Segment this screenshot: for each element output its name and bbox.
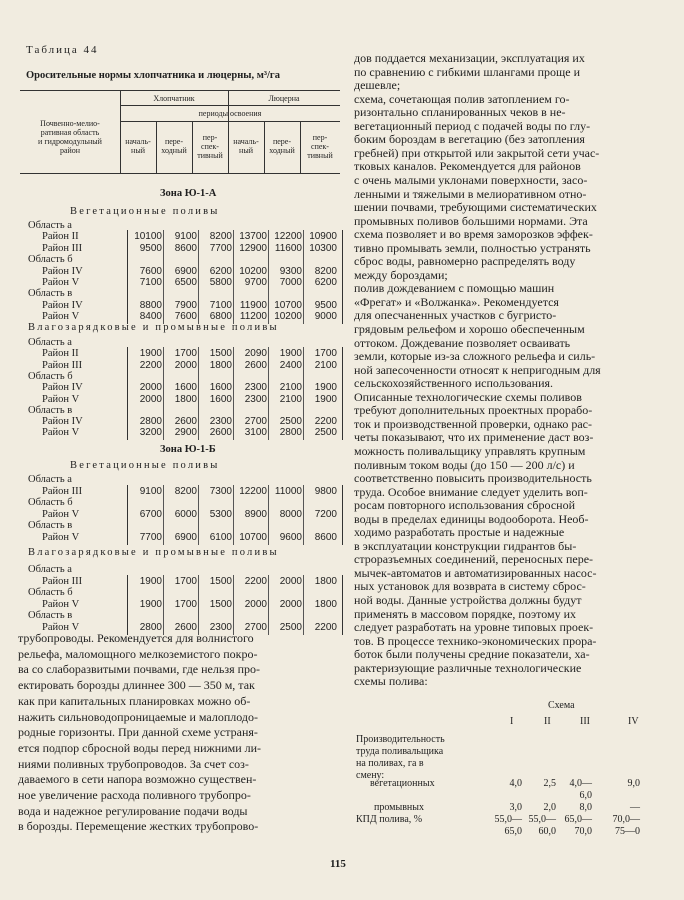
table-cell: 3100	[244, 427, 267, 439]
text-line: ленными и тяжелыми в мелиоративном отно-	[354, 186, 587, 201]
table-cell: 1500	[209, 348, 232, 360]
area-label: Область в	[28, 404, 73, 416]
zone-title: Зона Ю-1-А	[160, 188, 217, 199]
table-cell: 8200	[209, 231, 232, 243]
text-line: мычек-автоматов и автоматизированных насос-	[354, 565, 597, 580]
table-title: Оросительные нормы хлопчатника и люцерны, м³/га	[26, 70, 280, 81]
table-cell: 2000	[244, 598, 267, 610]
table-cell: 2600	[244, 359, 267, 371]
text-line: для опесчаненных участков с бугристо-	[354, 308, 557, 323]
text-line: земли, которые из-за сложного рельефа и силь-	[354, 349, 596, 364]
table-cell: 1900	[314, 393, 337, 405]
table-cell: 11600	[274, 242, 302, 254]
scheme-cell: 3,0	[509, 802, 522, 813]
scheme-label: Производительность	[356, 734, 445, 745]
text-line: ной воды. Данные устройства должны будут	[354, 593, 582, 607]
table-cell: 7700	[139, 532, 162, 543]
table-cell: 1800	[314, 575, 337, 587]
area-label: Область а	[28, 564, 72, 575]
table-cell: 1800	[209, 359, 232, 371]
text-line: сброс воды, равномерно распределять воду	[354, 254, 576, 269]
table-cell: 2300	[244, 393, 267, 405]
table-cell: 9600	[279, 532, 302, 543]
table-cell: 12200	[274, 231, 302, 243]
table-cell: 10300	[309, 242, 337, 254]
scheme-cell: 2,5	[543, 778, 556, 789]
table-cell: 9300	[279, 265, 302, 277]
district-label: Район V	[42, 311, 80, 323]
text-line: боким бороздам в вегетацию (без затопления	[354, 132, 585, 147]
table-cell: 2600	[174, 622, 197, 633]
scheme-cell: 2,0	[543, 802, 556, 813]
text-line: четы показывают, что их применение даст воз-	[354, 430, 594, 445]
text-line: как при капитальных планировках можно об-	[18, 693, 251, 708]
scheme-label: труда поливальщика	[356, 746, 444, 757]
scheme-cell: 8,0	[579, 802, 592, 813]
table-cell: 6900	[174, 265, 197, 277]
table-cell: 2500	[279, 416, 302, 428]
table-cell: 2700	[244, 622, 267, 633]
district-label: Район V	[42, 622, 80, 633]
scheme-cell: 65,0	[504, 826, 522, 837]
text-line: ектировать борозды длиннее 300 — 350 м, так	[18, 678, 255, 693]
value-grid	[127, 347, 343, 440]
text-line: схема позволяет и во время заморозков эффек-	[354, 227, 593, 242]
text-line: воды в пределах единицы водооборота. Необ-	[354, 511, 589, 526]
scheme-row-label: промывных	[374, 802, 424, 813]
table-cell: 3200	[139, 427, 162, 439]
scheme-cell: 9,0	[627, 778, 640, 789]
table-cell: 6200	[314, 277, 337, 288]
table-cell: 2600	[174, 416, 197, 428]
table-cell: 13700	[239, 231, 267, 243]
table-cell: 2090	[244, 348, 267, 360]
page-number: 115	[330, 858, 346, 870]
table-cell: 2000	[279, 575, 302, 587]
scheme-row-label: вегетационных	[370, 778, 435, 789]
table-cell: 5800	[209, 277, 232, 288]
table-cell: 2200	[244, 575, 267, 587]
text-line: в борозды. Перемещение жестких трубопрово-	[18, 819, 259, 834]
table-cell: 5300	[209, 508, 232, 520]
text-line: труда. Особое внимание следует уделить воп-	[354, 484, 588, 499]
text-line: боток были получены средние показатели, ха-	[354, 647, 590, 662]
table-cell: 7000	[279, 277, 302, 288]
table-cell: 10100	[134, 231, 162, 243]
table-cell: 1900	[139, 575, 162, 587]
table-cell: 9500	[139, 242, 162, 254]
area-label: Область а	[28, 220, 72, 231]
scheme-cell: 4,0	[509, 778, 522, 789]
table-cell: 2600	[209, 427, 232, 439]
table-cell: 7300	[209, 485, 232, 497]
text-line: трубопроводы. Рекомендуется для волнистого	[18, 631, 254, 645]
area-label: Область б	[28, 497, 73, 509]
text-line: схема, сочетающая полив затоплением го-	[354, 91, 570, 106]
scheme-cell: 65,0—	[564, 814, 592, 825]
text-line: рактеризующие различные технологические	[354, 660, 582, 675]
district-label: Район V	[42, 508, 80, 520]
district-label: Район II	[42, 348, 79, 360]
value-grid	[127, 575, 343, 635]
table-header	[20, 90, 340, 174]
table-cell: 2100	[279, 393, 302, 405]
section-title: Влагозарядковые и промывные поливы	[28, 322, 279, 333]
scheme-col-header: II	[544, 716, 551, 727]
table-cell: 1900	[139, 348, 162, 360]
text-line: дешевле;	[354, 78, 401, 93]
text-line: применять в массовом порядке, поэтому их	[354, 606, 577, 621]
period-subheader: пере- ходный	[269, 137, 295, 155]
table-cell: 10700	[239, 532, 267, 543]
text-line: шении почвами, требующими систематических	[354, 200, 597, 215]
table-cell: 8600	[314, 532, 337, 543]
text-line: оттоком. Дождевание позволяет осваивать	[354, 335, 571, 350]
table-cell: 6200	[209, 265, 232, 277]
district-label: Район IV	[42, 416, 83, 428]
text-line: дов поддается механизации, эксплуатация их	[354, 51, 585, 65]
text-line: ризонтально спланированных чеков в не-	[354, 105, 566, 120]
text-line: даваемого в сети напора возможно существен-	[18, 772, 257, 787]
table-cell: 9100	[174, 231, 197, 243]
district-label: Район IV	[42, 265, 83, 277]
table-cell: 2500	[279, 622, 302, 633]
table-cell: 2300	[209, 416, 232, 428]
text-line: строразъемных соединений, переносных пере-	[354, 552, 594, 567]
scheme-cell: 55,0—	[528, 814, 556, 825]
table-cell: 1700	[314, 348, 337, 360]
text-line: ва со слаборазвитыми почвами, где нельзя про-	[18, 662, 261, 677]
table-cell: 11000	[274, 485, 302, 497]
table-cell: 7600	[174, 311, 197, 323]
scheme-cell: 4,0—	[569, 778, 592, 789]
text-line: ной запесоченности относят к непригодным для	[354, 362, 601, 377]
text-line: полив дождеванием с помощью машин	[354, 281, 555, 296]
table-cell: 2500	[314, 427, 337, 439]
text-line: ется подпор сбросной воды перед нижними ли-	[18, 740, 262, 755]
district-label: Район V	[42, 393, 80, 405]
table-cell: 1800	[314, 598, 337, 610]
table-number: Таблица 44	[26, 44, 99, 56]
area-label: Область в	[28, 288, 73, 300]
table-cell: 8800	[139, 299, 162, 311]
text-line: нажить сильноводопроницаемые и малоплодо-	[18, 709, 258, 724]
table-cell: 10900	[309, 231, 337, 243]
text-line: ное увеличение расхода поливного трубопро-	[18, 788, 251, 802]
area-label: Область б	[28, 370, 73, 382]
scheme-header: Схема	[548, 700, 575, 711]
table-cell: 1500	[209, 575, 232, 587]
district-label: Район IV	[42, 382, 83, 394]
text-line: в эксплуатации конструкции гидрантов бы-	[354, 538, 577, 553]
area-label: Область б	[28, 587, 73, 599]
text-line: схемы полива:	[354, 674, 428, 689]
table-cell: 6700	[139, 508, 162, 520]
table-cell: 7100	[139, 277, 162, 288]
area-label: Область в	[28, 520, 73, 532]
alfalfa-header: Люцерна	[268, 94, 300, 103]
text-line: можность поливальщику управлять крупным	[354, 443, 586, 458]
text-line: родные горизонты. При данной схеме устраня-	[18, 725, 258, 740]
scheme-cell: 70,0	[574, 826, 592, 837]
district-label: Район V	[42, 277, 80, 288]
text-line: сельскохозяйственного использования.	[354, 376, 554, 391]
table-cell: 8900	[244, 508, 267, 520]
text-line: тов. В процессе технико-экономических прора-	[354, 633, 597, 648]
table-cell: 2000	[139, 393, 162, 405]
table-cell: 6500	[174, 277, 197, 288]
text-line: по сравнению с гибкими шлангами проще и	[354, 64, 580, 79]
table-cell: 10200	[274, 311, 302, 323]
table-cell: 7900	[174, 299, 197, 311]
text-line: промывных поливов большими нормами. Эта	[354, 213, 588, 228]
table-cell: 2000	[174, 359, 197, 371]
table-cell: 1600	[209, 393, 232, 405]
table-cell: 11900	[239, 299, 267, 311]
table-cell: 7700	[209, 242, 232, 254]
table-cell: 6800	[209, 311, 232, 323]
scheme-cell: 60,0	[538, 826, 556, 837]
district-label: Район III	[42, 485, 83, 497]
text-line: между бороздами;	[354, 267, 448, 282]
table-cell: 2300	[244, 382, 267, 394]
table-cell: 10200	[239, 265, 267, 277]
text-line: ниями поливных трубопроводов. За счет соз-	[18, 756, 249, 771]
table-cell: 2400	[279, 359, 302, 371]
text-line: ных установок для возврата в систему сброс-	[354, 579, 586, 594]
table-cell: 9000	[314, 311, 337, 323]
period-subheader: началь- ный	[125, 137, 151, 155]
table-cell: 10700	[274, 299, 302, 311]
text-line: следует разработать на уровне типовых проек-	[354, 620, 594, 635]
text-line: вегетационный период с подачей воды по глу-	[354, 118, 591, 133]
scheme-col-header: I	[510, 716, 514, 727]
table-cell: 7600	[139, 265, 162, 277]
table-cell: 11200	[239, 311, 267, 323]
table-cell: 8400	[139, 311, 162, 323]
text-line: росам повторного использования сбросной	[354, 498, 575, 513]
table-cell: 2200	[314, 416, 337, 428]
district-label: Район III	[42, 575, 83, 587]
table-cell: 9800	[314, 485, 337, 497]
stub-header: Почвенно-мелио- ративная область и гидромодульный район	[38, 119, 102, 155]
table-cell: 12900	[239, 242, 267, 254]
text-line: поливным током воды (до 150 — 200 л/с) и	[354, 457, 575, 472]
text-line: «Фрегат» и «Волжанка». Рекомендуется	[354, 294, 559, 309]
table-cell: 8600	[174, 242, 197, 254]
scheme-label: смену:	[356, 770, 385, 781]
scheme-cell: 70,0—	[612, 814, 640, 825]
table-cell: 2900	[174, 427, 197, 439]
table-cell: 1600	[174, 382, 197, 394]
table-cell: 1500	[209, 598, 232, 610]
section-title: Влагозарядковые и промывные поливы	[28, 547, 279, 558]
text-line: ходимо разработать простые и надежные	[354, 525, 565, 540]
area-label: Область в	[28, 610, 73, 622]
table-cell: 1700	[174, 348, 197, 360]
table-cell: 2700	[244, 416, 267, 428]
text-line: тковых каналов. Рекомендуется для районов	[354, 159, 581, 174]
scheme-col-header: III	[580, 716, 590, 727]
value-grid	[127, 230, 343, 324]
period-subheader: пере- ходный	[161, 137, 187, 155]
district-label: Район III	[42, 242, 83, 254]
table-cell: 2300	[209, 622, 232, 633]
text-line: вода и надежное регулирование подачи воды	[18, 803, 248, 818]
section-title: Вегетационные поливы	[70, 460, 220, 471]
text-line: Описанные технологические схемы поливов	[354, 389, 582, 404]
table-cell: 6900	[174, 532, 197, 543]
table-cell: 1900	[139, 598, 162, 610]
district-label: Район V	[42, 532, 80, 543]
text-line: гребней) при открытой или закрытой сети учас-	[354, 145, 600, 160]
scheme-cell: 55,0—	[494, 814, 522, 825]
text-line: требуют дополнительных проектных прорабо-	[354, 403, 593, 418]
section-title: Вегетационные поливы	[70, 206, 220, 217]
table-cell: 8000	[279, 508, 302, 520]
scheme-col-header: IV	[628, 716, 639, 727]
table-cell: 1900	[314, 382, 337, 394]
table-cell: 6100	[209, 532, 232, 543]
table-cell: 2200	[314, 622, 337, 633]
table-cell: 2800	[139, 622, 162, 633]
table-cell: 8200	[314, 265, 337, 277]
period-subheader: пер- спек- тивный	[307, 133, 333, 160]
table-cell: 2100	[314, 359, 337, 371]
table-cell: 1600	[209, 382, 232, 394]
table-cell: 2000	[139, 382, 162, 394]
table-cell: 9100	[139, 485, 162, 497]
table-cell: 8200	[174, 485, 197, 497]
text-line: грядовым рельефом и хорошо обеспеченным	[354, 322, 585, 336]
period-subheader: пер- спек- тивный	[197, 133, 223, 160]
text-line: с очень малыми уклонами поверхности, засо-	[354, 172, 588, 187]
table-cell: 2200	[139, 359, 162, 371]
table-cell: 7200	[314, 508, 337, 520]
table-cell: 2000	[279, 598, 302, 610]
district-label: Район II	[42, 231, 79, 243]
district-label: Район V	[42, 598, 80, 610]
table-cell: 9700	[244, 277, 267, 288]
text-line: ток и производственной проверки, однако рас-	[354, 416, 592, 431]
periods-header: периоды освоения	[198, 109, 262, 118]
table-cell: 2800	[139, 416, 162, 428]
area-label: Область б	[28, 254, 73, 266]
period-subheader: началь- ный	[233, 137, 259, 155]
district-label: Район III	[42, 359, 83, 371]
cotton-header: Хлопчатник	[153, 94, 195, 103]
scheme-cell: —	[630, 802, 640, 813]
table-cell: 2800	[279, 427, 302, 439]
table-cell: 1800	[174, 393, 197, 405]
area-label: Область а	[28, 474, 72, 485]
district-label: Район V	[42, 427, 80, 439]
table-cell: 1700	[174, 598, 197, 610]
text-line: тивно промывать земли, полностью устранять	[354, 240, 591, 255]
table-cell: 12200	[239, 485, 267, 497]
scheme-cell: 6,0	[579, 790, 592, 801]
area-label: Область а	[28, 337, 72, 348]
table-cell: 6000	[174, 508, 197, 520]
table-cell: 1900	[279, 348, 302, 360]
text-line: соответственно повысить производительность	[354, 471, 592, 486]
table-cell: 1700	[174, 575, 197, 587]
scheme-row-label: КПД полива, %	[356, 814, 423, 825]
text-line: рельефа, маломощного мелкоземистого покро-	[18, 646, 258, 661]
value-grid	[127, 485, 343, 545]
table-cell: 9500	[314, 299, 337, 311]
table-cell: 7100	[209, 299, 232, 311]
scheme-cell: 75—0	[615, 826, 640, 837]
table-cell: 2100	[279, 382, 302, 394]
zone-title: Зона Ю-1-Б	[160, 444, 216, 455]
district-label: Район IV	[42, 299, 83, 311]
scheme-label: на поливах, га в	[356, 758, 424, 769]
